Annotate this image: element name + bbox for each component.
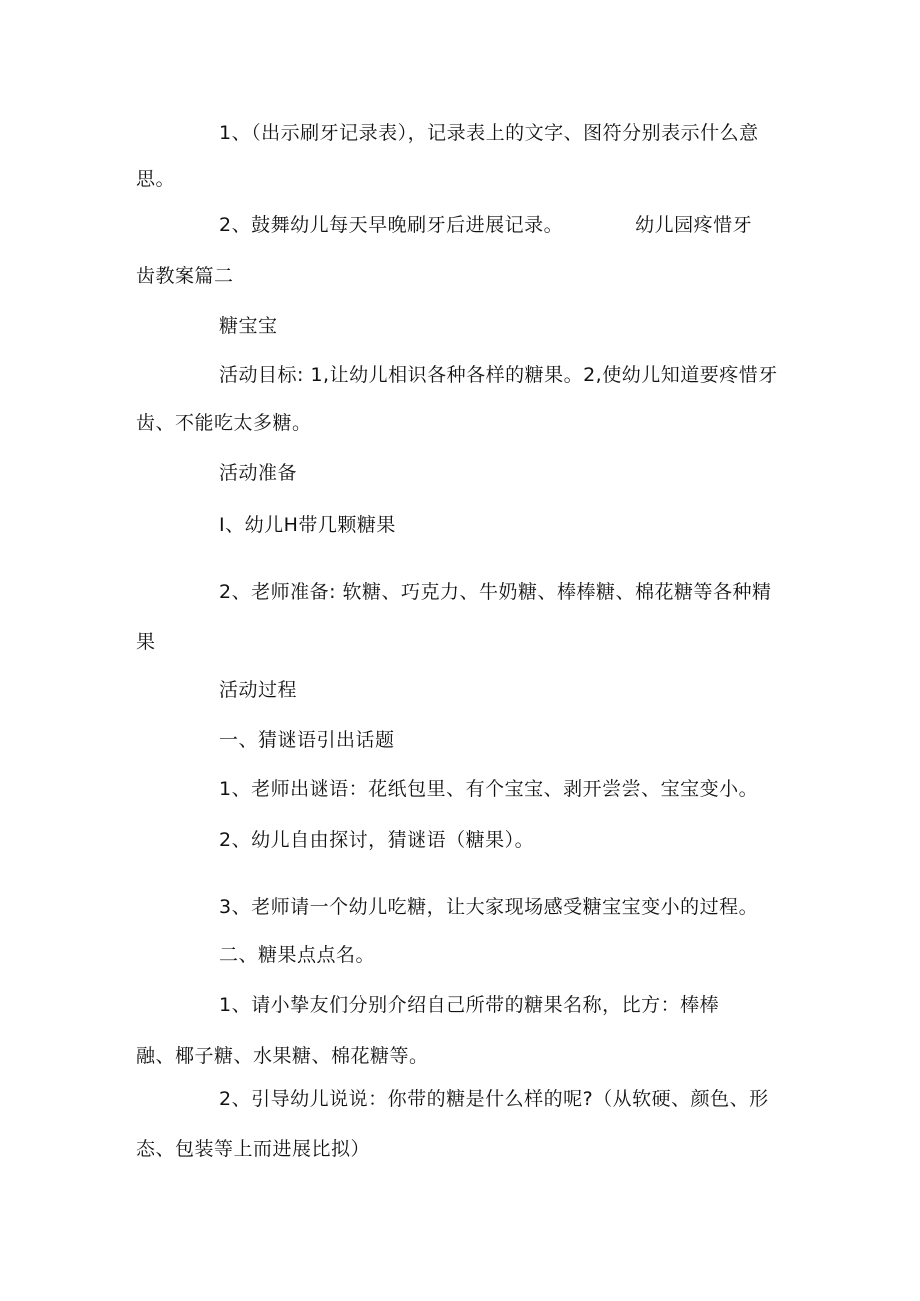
list-item: 1、老师出谜语：花纸包里、有个宝宝、剥开尝尝、宝宝变小。 bbox=[219, 778, 759, 800]
subheading: 活动过程 bbox=[219, 679, 298, 701]
paragraph-line: 活动目标: 1,让幼儿相识各种各样的糖果。2,使幼儿知道要疼惜牙 bbox=[219, 364, 778, 386]
section-heading: 齿教案篇二 bbox=[136, 265, 234, 287]
paragraph-line bbox=[219, 213, 752, 237]
list-item: I、幼儿H带几颗糖果 bbox=[219, 514, 396, 536]
paragraph-line: 齿、不能吃太多糖。 bbox=[136, 412, 312, 434]
list-item: 3、老师请一个幼儿吃糖，让大家现场感受糖宝宝变小的过程。 bbox=[219, 896, 759, 918]
paragraph-text: 2、鼓舞幼儿每天早晚刷牙后进展记录。 bbox=[219, 214, 564, 236]
lesson-title: 糖宝宝 bbox=[219, 315, 278, 337]
list-item: 2、老师准备: 软糖、巧克力、牛奶糖、棒棒糖、棉花糖等各种精 bbox=[219, 581, 772, 603]
paragraph-line: 1、（出示刷牙记录表），记录表上的文字、图符分别表示什么意 bbox=[219, 122, 759, 144]
subheading: 活动准备 bbox=[219, 462, 298, 484]
subheading: 二、糖果点点名。 bbox=[219, 944, 376, 966]
list-item: 2、幼儿自由探讨，猜谜语（糖果）。 bbox=[219, 829, 535, 851]
paragraph-line: 思。 bbox=[136, 168, 176, 190]
paragraph-line: 态、包装等上而进展比拟） bbox=[136, 1138, 371, 1160]
paragraph-line: 果 bbox=[136, 631, 156, 653]
subheading: 一、猜谜语引出话题 bbox=[219, 729, 395, 751]
list-item: 2、引导幼儿说说：你带的糖是什么样的呢?（从软硬、颜色、形 bbox=[219, 1088, 769, 1110]
paragraph-line: 融、椰子糖、水果糖、棉花糖等。 bbox=[136, 1045, 429, 1067]
list-item: 1、请小挚友们分别介绍自己所带的糖果名称，比方：棒棒 bbox=[219, 994, 720, 1016]
section-heading: 幼儿园疼惜牙 bbox=[635, 214, 753, 236]
